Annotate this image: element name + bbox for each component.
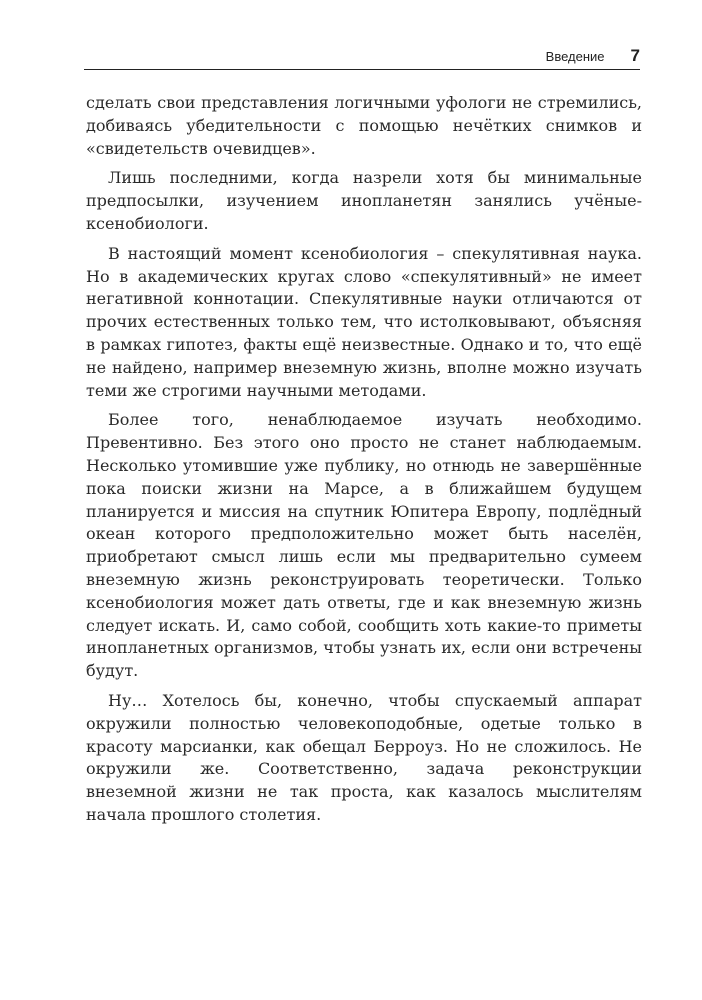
paragraph: В настоящий момент ксенобиология – спекулятивная наука. Но в академических кругах слово «спекулятивный» не имеет негативной коннотации. Спекулятивные науки отличаются от прочих естественных только тем, что истолковывают, объясняя в рамках гипотез, факты ещё неизвестные. Однако и то, что ещё не найдено, например внеземную жизнь, вполне можно изучать теми же строгими научными методами. xyxy=(86,243,642,400)
section-title: Введение xyxy=(545,49,605,64)
paragraph: Лишь последними, когда назрели хотя бы минимальные предпосылки, изучением инопланетян занялись учёные-ксенобиологи. xyxy=(86,168,642,233)
paragraph: Ну… Хотелось бы, конечно, чтобы спускаемый аппарат окружили полностью человекоподобные, одетые только в красоту марсианки, как обещал Берроуз. Но не сложилось. Не окружили же. Соответственно, задача реконструкции внеземной жизни не так проста, как казалось мыслителям начала прошлого столетия. xyxy=(86,690,642,824)
running-head xyxy=(84,44,640,70)
page-number: 7 xyxy=(630,46,640,65)
paragraph: Более того, ненаблюдаемое изучать необходимо. Превентивно. Без этого оно просто не станет наблюдаемым. Несколько утомившие уже публику, но отнюдь не завершённые пока поиски жизни на Марсе, а в ближайшем будущем планируется и миссия на спутник Юпитера Европу, подлёдный океан которого предположительно может быть населён, приобретают смысл лишь если мы предварительно сумеем внеземную жизнь реконструировать теоретически. Только ксенобиология может дать ответы, где и как внеземную жизнь следует искать. И, само собой, сообщить хоть какие-то приметы инопланетных организмов, чтобы узнать их, если они встречены будут. xyxy=(86,410,642,681)
paragraph: сделать свои представления логичными уфологи не стремились, добиваясь убедительности с помощью нечётких снимков и «свидетельств очевидцев». xyxy=(86,93,642,158)
page-body xyxy=(86,92,642,834)
